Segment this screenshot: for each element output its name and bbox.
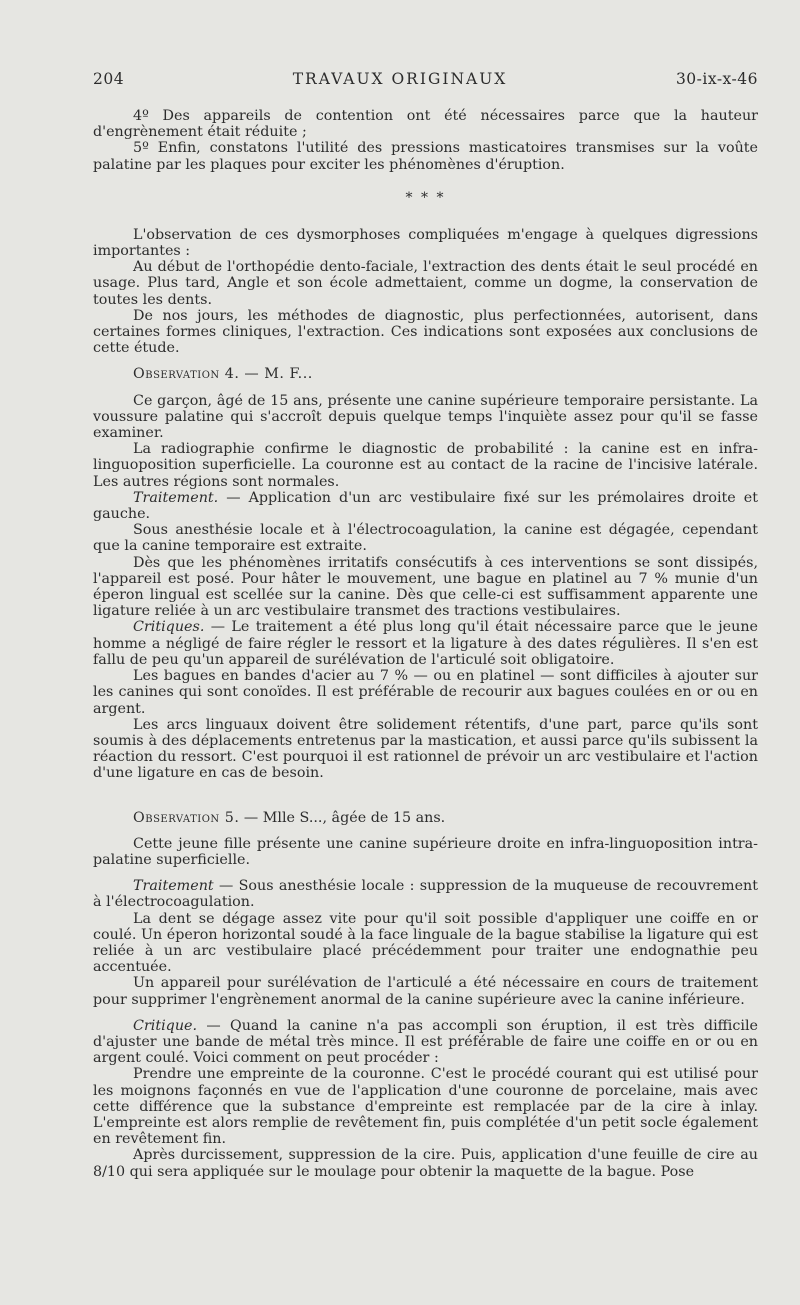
issue-date: 30-ix-x-46 — [675, 70, 758, 88]
running-header — [93, 70, 758, 88]
paragraph: Critiques. — Le traitement a été plus long qu'il était nécessaire parce que le jeune homme a négligé de faire régler le ressort et la ligature à des dates régulières. Il s'en est fallu de peu qu'un appareil de surélévation de l'articulé soit obligatoire. — [93, 619, 758, 668]
paragraph: Cette jeune fille présente une canine supérieure droite en infra-linguoposition intra-palatine superficielle. — [93, 835, 758, 868]
paragraph: La dent se dégage assez vite pour qu'il soit possible d'appliquer une coiffe en or coulé. Un éperon horizontal soudé à la face linguale de la bague stabilise la ligature qui est reliée à un arc vestibulaire placé précédemment pour traiter une endognathie peu accentuée. — [93, 910, 758, 976]
paragraph: Les arcs linguaux doivent être solidement rétentifs, d'une part, parce qu'ils sont soumis à des déplacements entretenus par la mastication, et aussi parce qu'ils subissent la réaction du ressort. C'est pourquoi il est rationnel de prévoir un arc vestibulaire et l'action d'une ligature en cas de besoin. — [93, 716, 758, 782]
paragraph: Dès que les phénomènes irritatifs consécutifs à ces interventions se sont dissipés, l'appareil est posé. Pour hâter le mouvement, une bague en platinel au 7 % munie d'un éperon lingual est scellée sur la canine. Dès que celle-ci est suffisamment apparente une ligature reliée à un arc vestibulaire transmet des tractions vestibulaires. — [93, 554, 758, 620]
paragraph-lead: Critique. — [133, 1017, 198, 1034]
paragraph: Prendre une empreinte de la couronne. C'est le procédé courant qui est utilisé pour les moignons façonnés en vue de l'application d'une couronne de porcelaine, mais avec cette différence que la substance d'empreinte est remplacée par de la cire à inlay. L'empreinte est alors remplie de revêtement fin, puis complétée d'un petit socle également en revêtement fin. — [93, 1066, 758, 1148]
paragraph: La radiographie confirme le diagnostic de probabilité : la canine est en infra-linguoposition superficielle. La couronne est au contact de la racine de l'incisive latérale. Les autres régions sont normales. — [93, 441, 758, 490]
observation-heading: Observation 5. — Mlle S..., âgée de 15 ans. — [133, 809, 446, 826]
paragraph-lead: Critiques. — [133, 619, 205, 636]
running-title: TRAVAUX ORIGINAUX — [292, 70, 508, 88]
paragraph: L'observation de ces dysmorphoses compliquées m'engage à quelques digressions importantes : — [93, 226, 758, 260]
paragraph: Traitement — Sous anesthésie locale : suppression de la muqueuse de recouvrement à l'électrocoagulation. — [93, 878, 758, 911]
section-asterism: * * * — [405, 189, 446, 206]
paragraph: Après durcissement, suppression de la cire. Puis, application d'une feuille de cire au 8/10 qui sera appliquée sur le moulage pour obtenir la maquette de la bague. Pose — [93, 1147, 758, 1180]
paragraph: Au début de l'orthopédie dento-faciale, l'extraction des dents était le seul procédé en usage. Plus tard, Angle et son école admettaient, comme un dogme, la conservation de toutes les dents. — [93, 259, 758, 308]
paragraph-lead: Traitement — [133, 878, 214, 895]
paragraph: Traitement. — Application d'un arc vestibulaire fixé sur les prémolaires droite et gauche. — [93, 489, 758, 523]
paragraph: Les bagues en bandes d'acier au 7 % — ou en platinel — sont difficiles à ajouter sur les canines qui sont conoïdes. Il est préférable de recourir aux bagues coulées en or ou en argent. — [93, 668, 758, 717]
paragraph: 4º Des appareils de contention ont été nécessaires parce que la hauteur d'engrènement était réduite ; — [93, 108, 758, 141]
body-text — [93, 108, 758, 1180]
paragraph-lead: Traitement. — [133, 489, 219, 506]
paragraph: 5º Enfin, constatons l'utilité des pressions masticatoires transmises sur la voûte palatine par les plaques pour exciter les phénomènes d'éruption. — [93, 140, 758, 173]
page-number: 204 — [93, 70, 125, 88]
paragraph: De nos jours, les méthodes de diagnostic, plus perfectionnées, autorisent, dans certaines formes cliniques, l'extraction. Ces indications sont exposées aux conclusions de cette étude. — [93, 307, 758, 357]
paragraph: Un appareil pour surélévation de l'articulé a été nécessaire en cours de traitement pour supprimer l'engrènement anormal de la canine supérieure avec la canine inférieure. — [93, 975, 758, 1008]
observation-heading: Observation 4. — M. F... — [133, 366, 313, 383]
paragraph: Critique. — Quand la canine n'a pas accompli son éruption, il est très difficile d'ajuster une bande de métal très mince. Il est préférable de faire une coiffe en or ou en argent coulé. Voici comment on peut procéder : — [93, 1017, 758, 1067]
paragraph: Ce garçon, âgé de 15 ans, présente une canine supérieure temporaire persistante. La voussure palatine qui s'accroît depuis quelque temps l'inquiète assez pour qu'il se fasse examiner. — [93, 392, 758, 442]
paragraph: Sous anesthésie locale et à l'électrocoagulation, la canine est dégagée, cependant que la canine temporaire est extraite. — [93, 522, 758, 555]
